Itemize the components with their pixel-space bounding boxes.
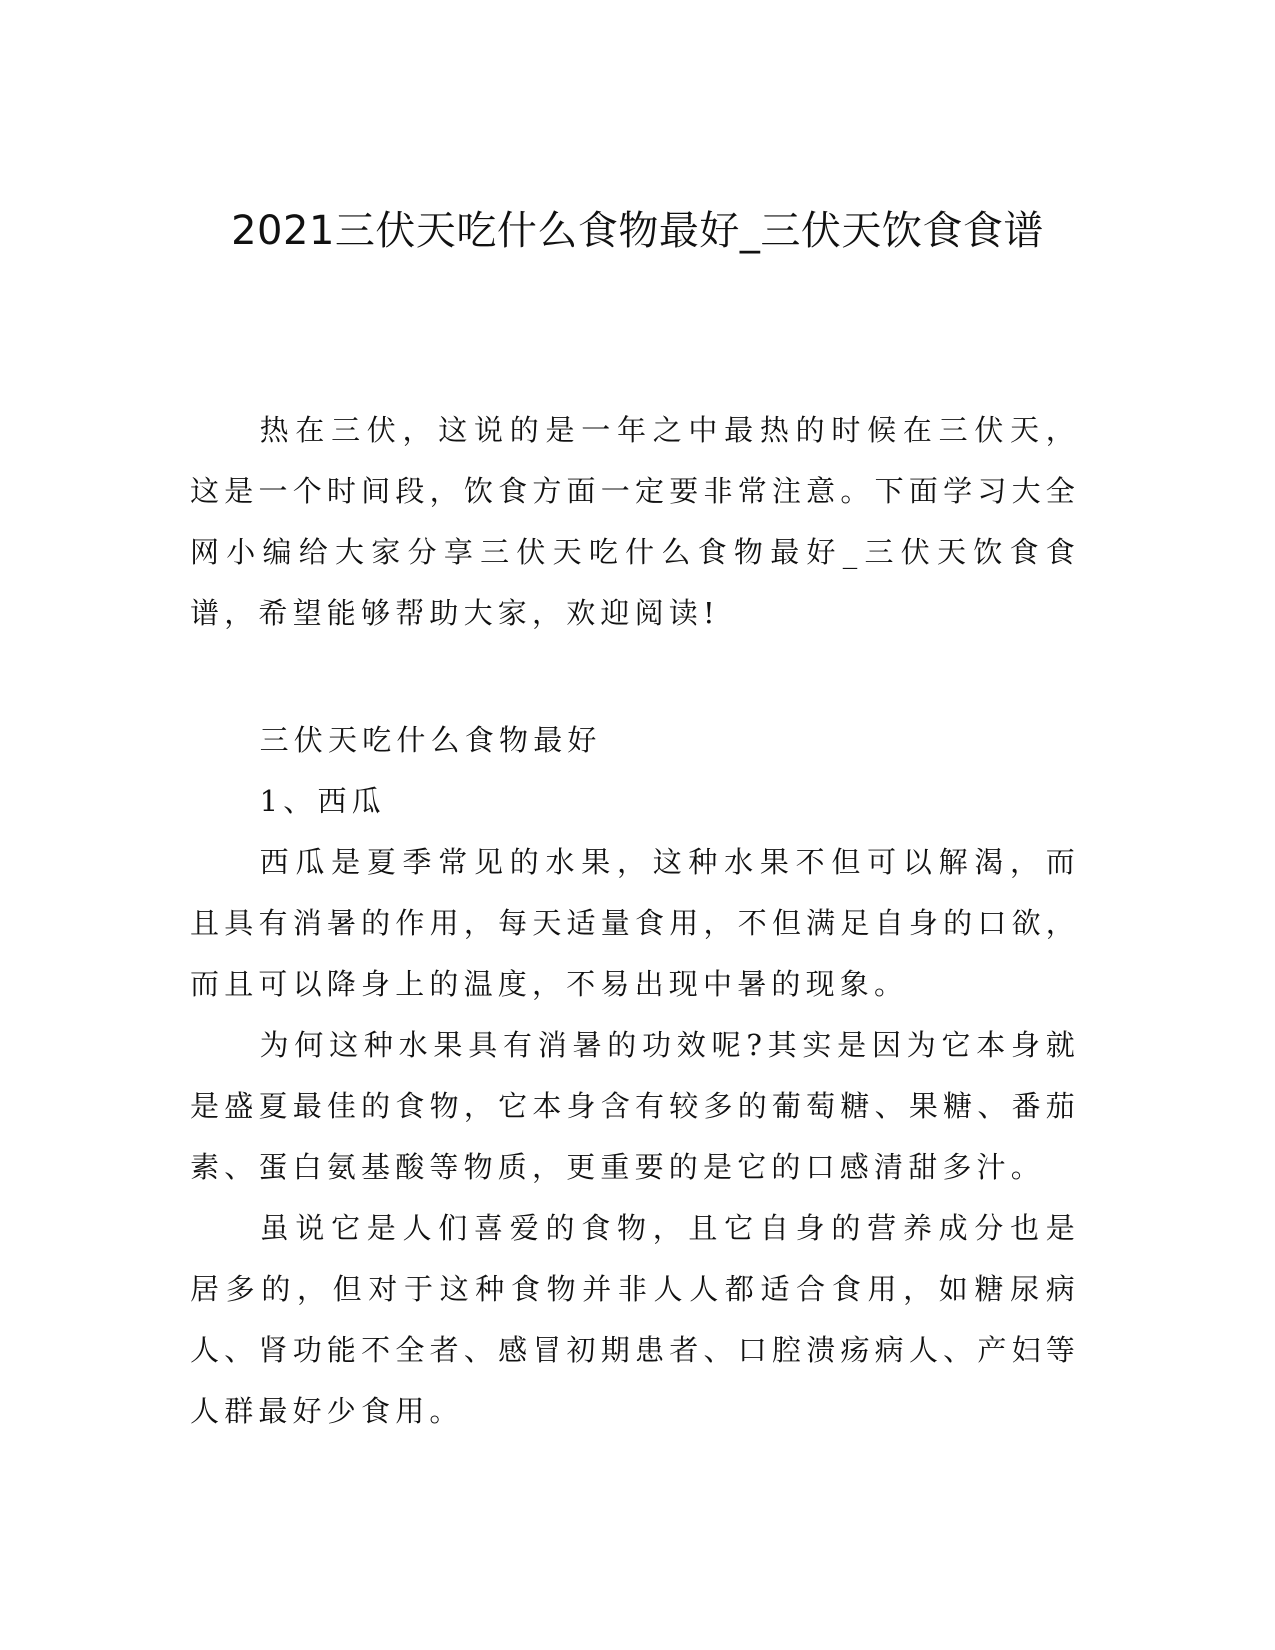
paragraph-spacer xyxy=(190,644,1080,710)
document-title: 2021三伏天吃什么食物最好_三伏天饮食食谱 xyxy=(231,208,1044,254)
body-paragraph: 为何这种水果具有消暑的功效呢?其实是因为它本身就是盛夏最佳的食物，它本身含有较多的葡萄糖、果糖、番茄素、蛋白氨基酸等物质，更重要的是它的口感清甜多汁。 xyxy=(190,1028,1080,1184)
body-paragraph: 西瓜是夏季常见的水果，这种水果不但可以解渴，而且具有消暑的作用，每天适量食用，不但满足自身的口欲，而且可以降身上的温度，不易出现中暑的现象。 xyxy=(190,845,1080,1001)
document-body xyxy=(190,400,1080,1442)
intro-paragraph: 热在三伏，这说的是一年之中最热的时候在三伏天，这是一个时间段，饮食方面一定要非常注意。下面学习大全网小编给大家分享三伏天吃什么食物最好_三伏天饮食食谱，希望能够帮助大家，欢迎阅读! xyxy=(190,413,1080,630)
body-paragraph: 虽说它是人们喜爱的食物，且它自身的营养成分也是居多的，但对于这种食物并非人人都适合食用，如糖尿病人、肾功能不全者、感冒初期患者、口腔溃疡病人、产妇等人群最好少食用。 xyxy=(190,1211,1080,1428)
item-heading: 1、西瓜 xyxy=(259,784,386,818)
section-heading: 三伏天吃什么食物最好 xyxy=(259,723,602,757)
